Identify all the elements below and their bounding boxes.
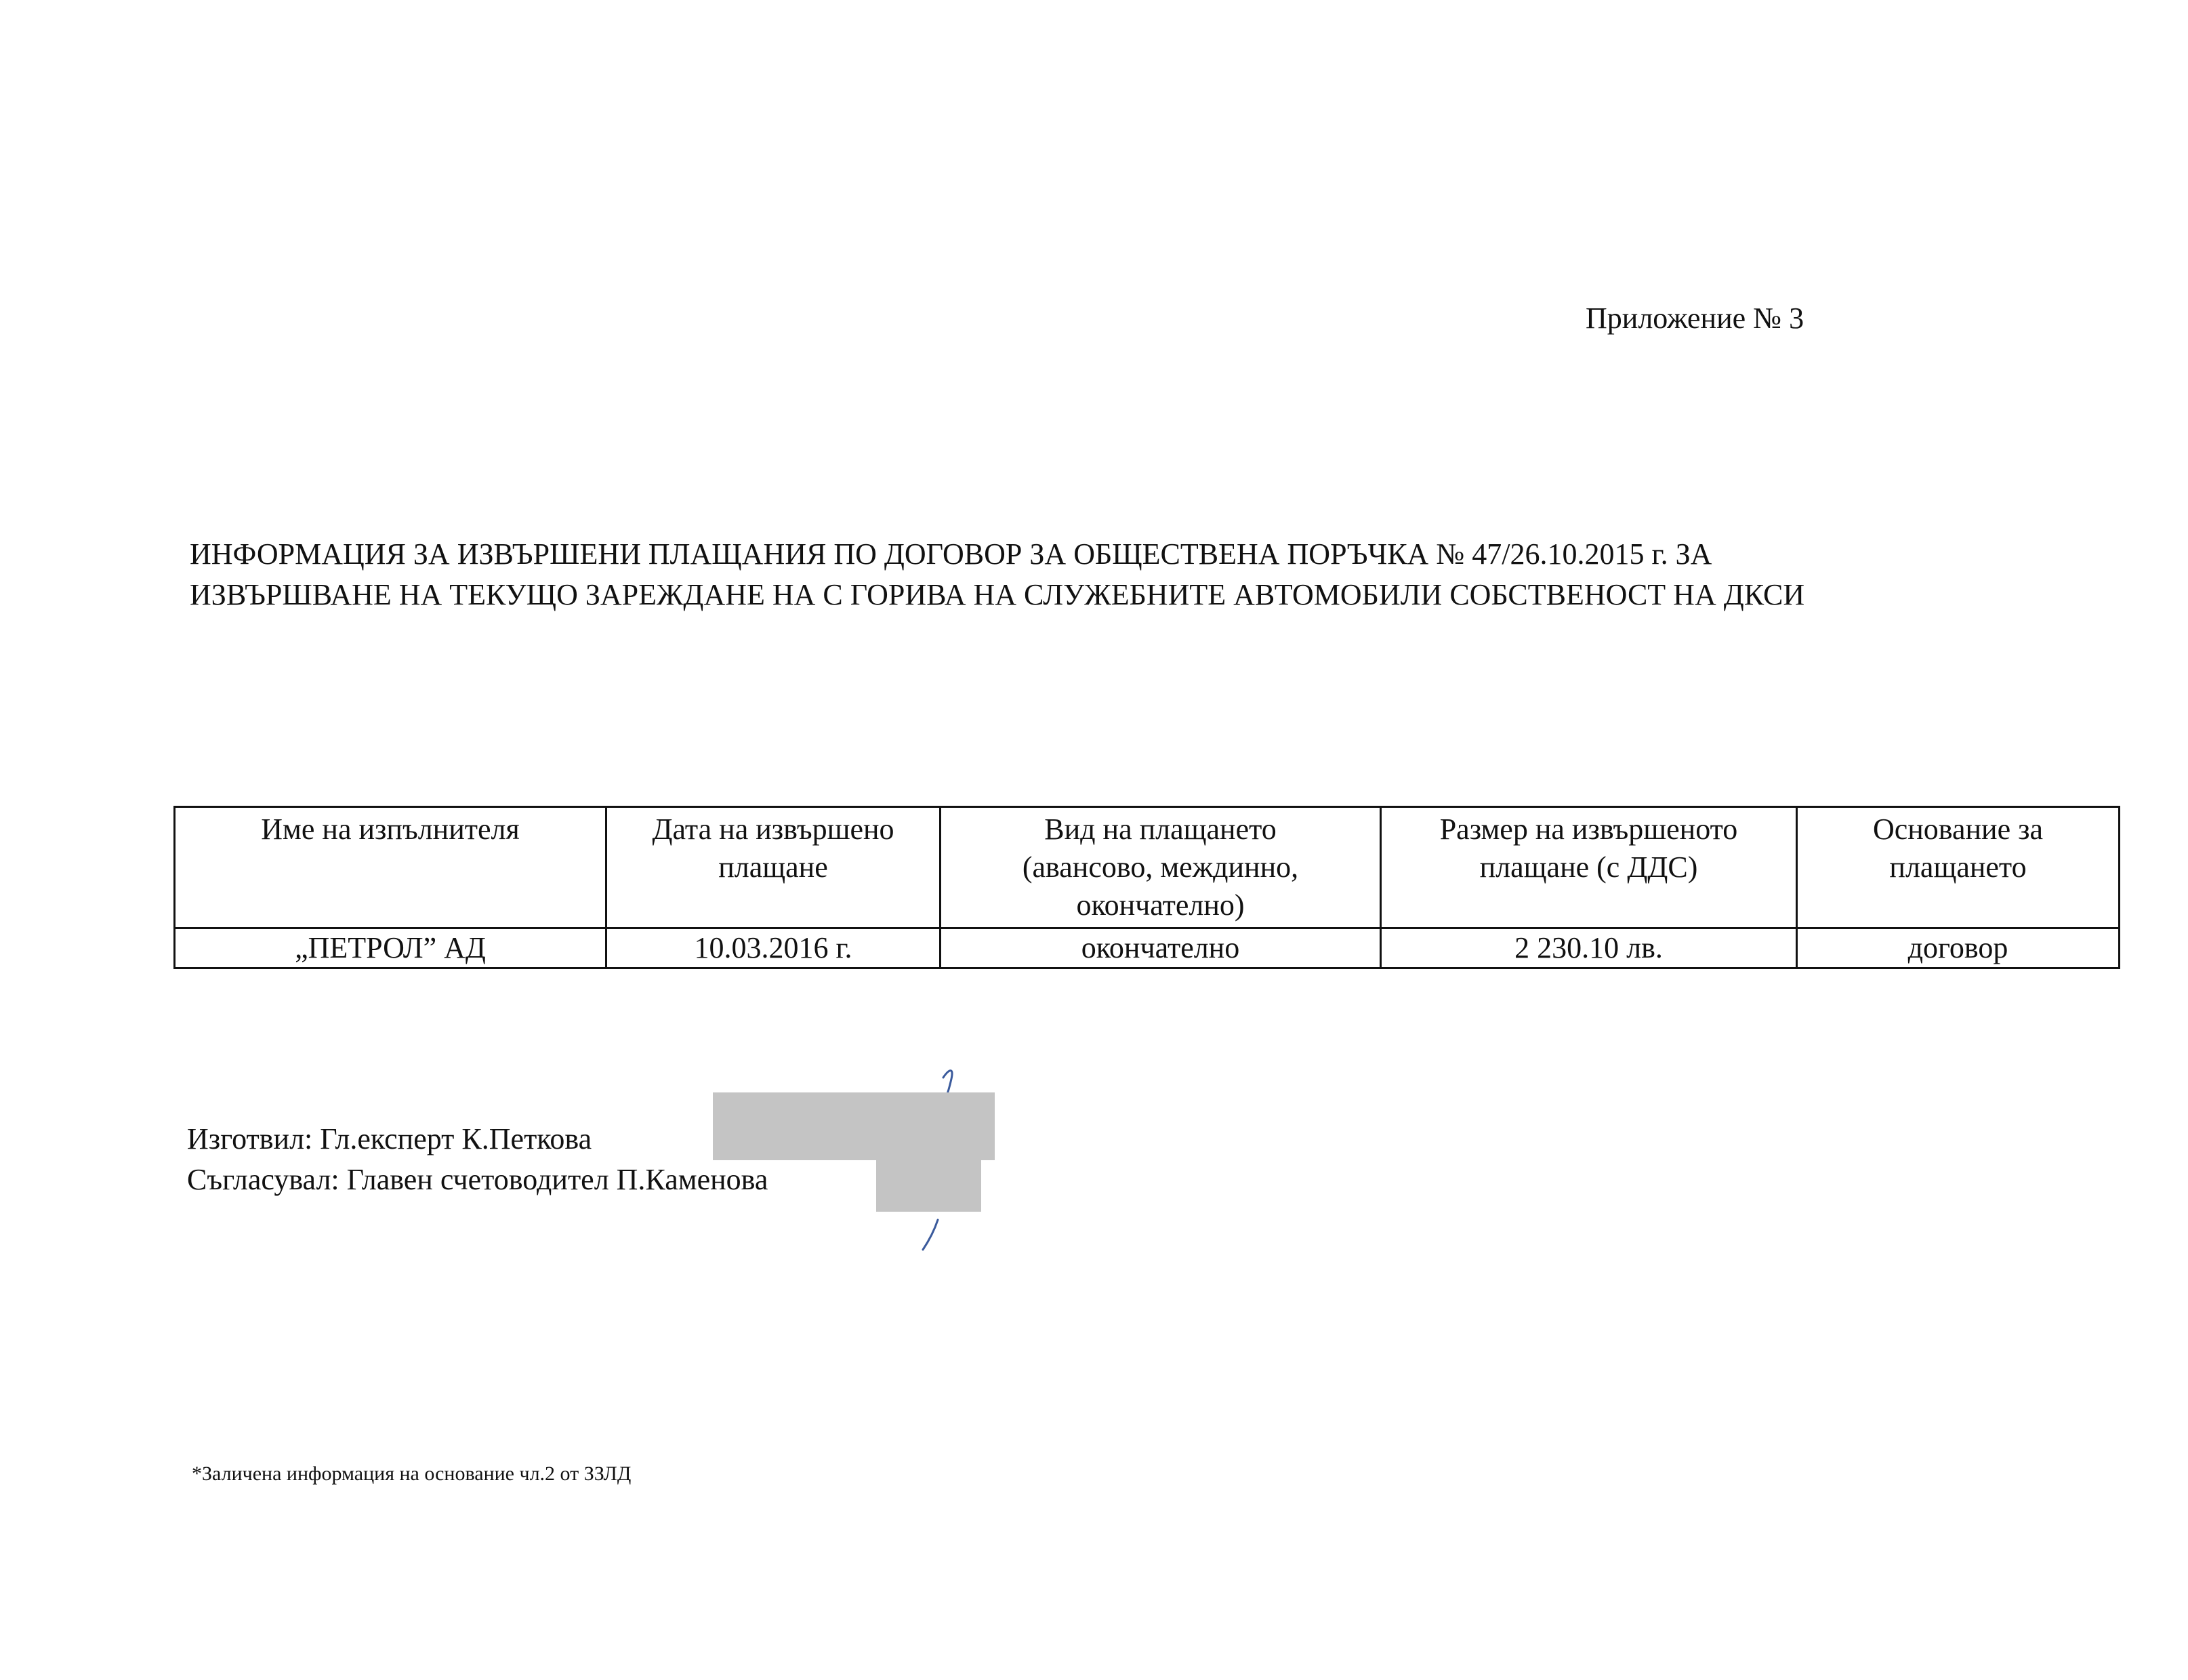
document-title-line-2: ИЗВЪРШВАНЕ НА ТЕКУЩО ЗАРЕЖДАНЕ НА С ГОРИВА НА СЛУЖЕБНИТЕ АВТОМОБИЛИ СОБСТВЕНОСТ НА ДКСИ [190, 578, 1805, 611]
redaction-box-2 [876, 1159, 981, 1212]
document-title [190, 534, 2155, 615]
table-header-row [175, 807, 2120, 928]
table-row [175, 928, 2120, 968]
cell-contractor-name: „ПЕТРОЛ” АД [175, 928, 606, 968]
header-payment-amount: Размер на извършеното плащане (с ДДС) [1381, 807, 1797, 928]
cell-payment-amount: 2 230.10 лв. [1381, 928, 1797, 968]
header-payment-basis: Основание за плащането [1797, 807, 2120, 928]
prepared-by: Изготвил: Гл.експерт К.Петкова [187, 1122, 592, 1155]
cell-payment-type: окончателно [941, 928, 1381, 968]
cell-payment-date: 10.03.2016 г. [606, 928, 941, 968]
header-contractor-name: Име на изпълнителя [175, 807, 606, 928]
header-payment-date: Дата на извършено плащане [606, 807, 941, 928]
payments-table [173, 806, 2120, 969]
redaction-footnote: *Заличена информация на основание чл.2 от ЗЗЛД [192, 1462, 632, 1485]
header-payment-type: Вид на плащането (авансово, междинно, окончателно) [941, 807, 1381, 928]
approved-by: Съгласувал: Главен счетоводител П.Каменова [187, 1163, 768, 1196]
cell-payment-basis: договор [1797, 928, 2120, 968]
redaction-box-1 [713, 1092, 995, 1160]
document-title-line-1: ИНФОРМАЦИЯ ЗА ИЗВЪРШЕНИ ПЛАЩАНИЯ ПО ДОГОВОР ЗА ОБЩЕСТВЕНА ПОРЪЧКА № 47/26.10.2015 г. ЗА [190, 537, 1712, 571]
annex-label: Приложение № 3 [1586, 302, 1804, 335]
